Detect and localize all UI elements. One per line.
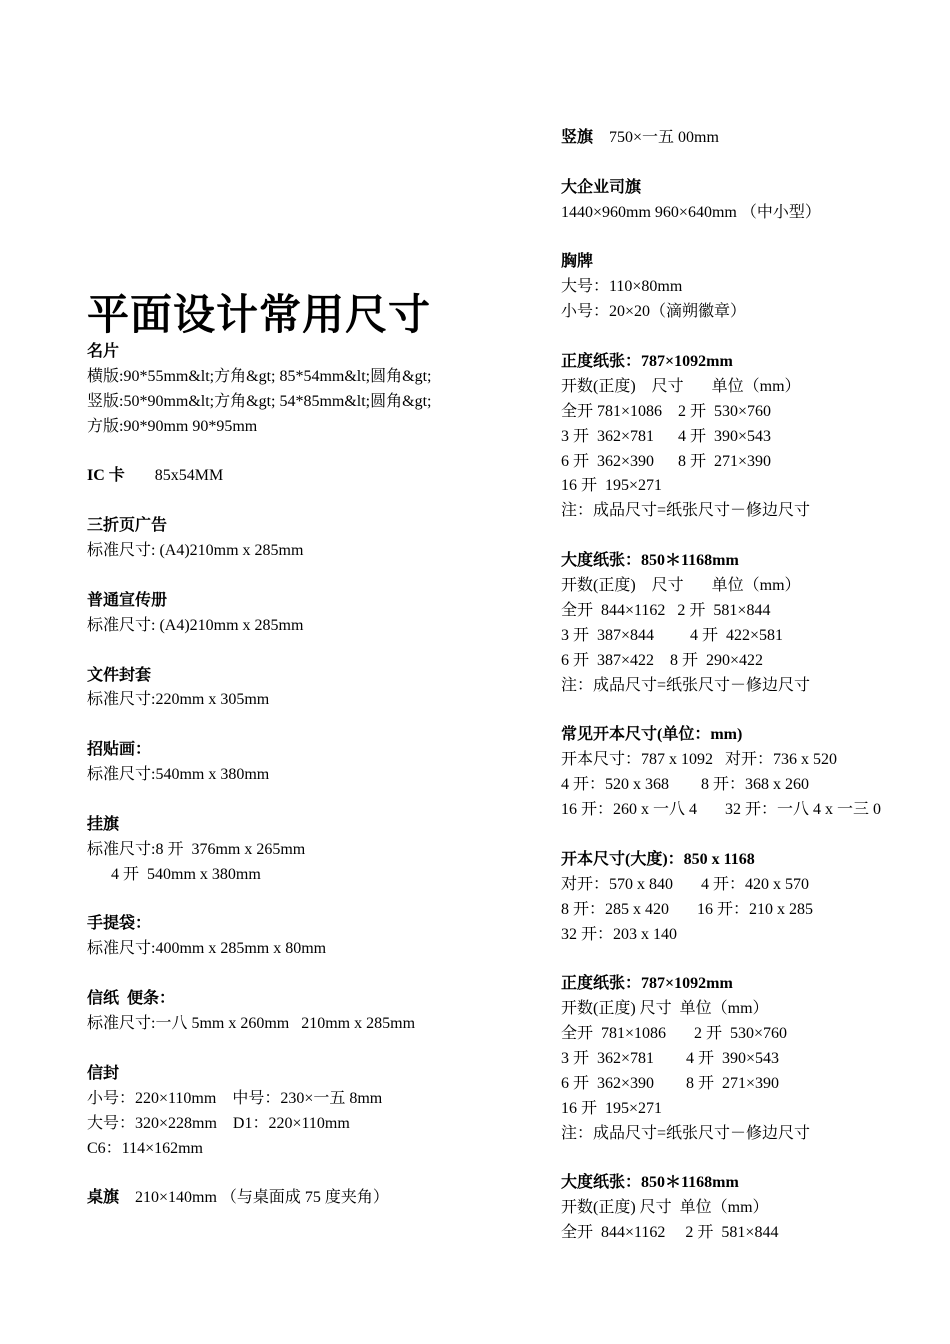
text-line xyxy=(561,126,941,151)
text-line: 标准尺寸:一八 5mm x 260mm 210mm x 285mm xyxy=(87,1015,416,1033)
text-line: 6 开 362×390 8 开 271×390 xyxy=(561,1074,780,1092)
text-line xyxy=(87,1186,527,1211)
inline-value: 210×140mm （与桌面成 75 度夹角） xyxy=(119,1189,389,1207)
text-line: 标准尺寸: (A4)210mm x 285mm xyxy=(87,542,304,560)
spacer xyxy=(561,823,941,848)
spacer xyxy=(87,489,527,514)
left-column xyxy=(87,340,527,1211)
spacer xyxy=(87,962,527,987)
text-line: 开数(正度) 尺寸 单位（mm） xyxy=(561,1000,769,1018)
inline-label: IC 卡 xyxy=(87,467,125,485)
spacer xyxy=(87,1037,527,1062)
text-line: 4 开 540mm x 380mm xyxy=(87,865,261,883)
spacer xyxy=(87,564,527,589)
text-line: 8 开：285 x 420 16 开：210 x 285 xyxy=(561,900,814,918)
inline-label: 桌旗 xyxy=(87,1189,120,1207)
spacer xyxy=(561,947,941,972)
section-heading: 三折页广告 xyxy=(87,517,168,535)
text-line: 竖版:50*90mm&lt;方角&gt; 54*85mm&lt;圆角&gt; xyxy=(87,392,432,410)
text-line: 注：成品尺寸=纸张尺寸－修边尺寸 xyxy=(561,502,811,520)
inline-value: 85x54MM xyxy=(154,467,224,485)
text-line: 全开 781×1086 2 开 530×760 xyxy=(561,1025,788,1043)
spacer xyxy=(561,325,941,350)
spacer xyxy=(561,698,941,723)
section-heading: 信纸 便条： xyxy=(87,990,176,1008)
text-line: 小号：220×110mm 中号：230×一五 8mm xyxy=(87,1089,383,1107)
text-line: C6：114×162mm xyxy=(87,1139,203,1157)
text-line: 标准尺寸:540mm x 380mm xyxy=(87,766,270,784)
section-heading: 大度纸张：850＊1168mm xyxy=(561,1174,739,1192)
spacer xyxy=(87,1161,527,1186)
spacer xyxy=(561,1147,941,1172)
spacer xyxy=(87,639,527,664)
section-heading: 招贴画： xyxy=(87,741,152,759)
inline-value: 750×一五 00mm xyxy=(593,129,719,146)
text-line: 大号：320×228mm D1：220×110mm xyxy=(87,1114,350,1132)
section-heading: 信封 xyxy=(87,1064,120,1082)
spacer xyxy=(561,226,941,251)
text-line: 注：成品尺寸=纸张尺寸－修边尺寸 xyxy=(561,676,811,694)
spacer xyxy=(561,524,941,549)
spacer xyxy=(561,151,941,176)
text-line: 3 开 362×781 4 开 390×543 xyxy=(561,427,772,445)
text-line xyxy=(87,464,527,489)
inline-label: 竖旗 xyxy=(561,129,594,146)
section-heading: 常见开本尺寸(单位：mm) xyxy=(561,726,743,744)
text-line: 标准尺寸:220mm x 305mm xyxy=(87,691,270,709)
text-line: 全开 844×1162 2 开 581×844 xyxy=(561,601,771,619)
text-line: 6 开 362×390 8 开 271×390 xyxy=(561,452,772,470)
section-heading: 正度纸张：787×1092mm xyxy=(561,975,733,993)
spacer xyxy=(87,713,527,738)
section-heading: 名片 xyxy=(87,343,120,360)
text-line: 标准尺寸:8 开 376mm x 265mm xyxy=(87,840,306,858)
text-line: 横版:90*55mm&lt;方角&gt; 85*54mm&lt;圆角&gt; xyxy=(87,367,432,385)
text-line: 16 开 195×271 xyxy=(561,477,663,495)
text-line: 开数(正度) 尺寸 单位（mm） xyxy=(561,1199,769,1217)
spacer xyxy=(87,440,527,465)
text-line: 全开 844×1162 2 开 581×844 xyxy=(561,1224,779,1242)
text-line: 32 开：203 x 140 xyxy=(561,925,678,943)
right-column xyxy=(561,126,941,1246)
section-heading: 普通宣传册 xyxy=(87,591,168,609)
section-heading: 大企业司旗 xyxy=(561,178,642,196)
text-line: 3 开 362×781 4 开 390×543 xyxy=(561,1049,780,1067)
section-heading: 文件封套 xyxy=(87,666,152,684)
section-heading: 挂旗 xyxy=(87,815,120,833)
text-line: 大号：110×80mm xyxy=(561,278,683,296)
text-line: 16 开：260 x 一八 4 32 开：一八 4 x 一三 0 xyxy=(561,801,882,819)
text-line: 小号：20×20（滴朔徽章） xyxy=(561,303,747,321)
text-line: 3 开 387×844 4 开 422×581 xyxy=(561,626,784,644)
section-heading: 开本尺寸(大度)：850 x 1168 xyxy=(561,850,755,868)
text-line: 标准尺寸:400mm x 285mm x 80mm xyxy=(87,940,327,958)
section-heading: 胸牌 xyxy=(561,253,594,271)
section-heading: 正度纸张：787×1092mm xyxy=(561,353,733,371)
text-line: 对开：570 x 840 4 开：420 x 570 xyxy=(561,875,810,893)
section-heading: 大度纸张：850＊1168mm xyxy=(561,552,739,570)
text-line: 开本尺寸：787 x 1092 对开：736 x 520 xyxy=(561,751,838,769)
text-line: 4 开：520 x 368 8 开：368 x 260 xyxy=(561,776,810,794)
text-line: 6 开 387×422 8 开 290×422 xyxy=(561,651,764,669)
text-line: 全开 781×1086 2 开 530×760 xyxy=(561,402,772,420)
page-title: 平面设计常用尺寸 xyxy=(87,290,432,339)
text-line: 标准尺寸: (A4)210mm x 285mm xyxy=(87,616,304,634)
section-heading: 手提袋： xyxy=(87,915,152,933)
text-line: 1440×960mm 960×640mm （中小型） xyxy=(561,203,821,221)
text-line: 注：成品尺寸=纸张尺寸－修边尺寸 xyxy=(561,1124,811,1142)
text-line: 方版:90*90mm 90*95mm xyxy=(87,417,258,435)
text-line: 16 开 195×271 xyxy=(561,1099,663,1117)
spacer xyxy=(87,888,527,913)
text-line: 开数(正度) 尺寸 单位（mm） xyxy=(561,377,801,395)
spacer xyxy=(87,788,527,813)
text-line: 开数(正度) 尺寸 单位（mm） xyxy=(561,577,801,595)
